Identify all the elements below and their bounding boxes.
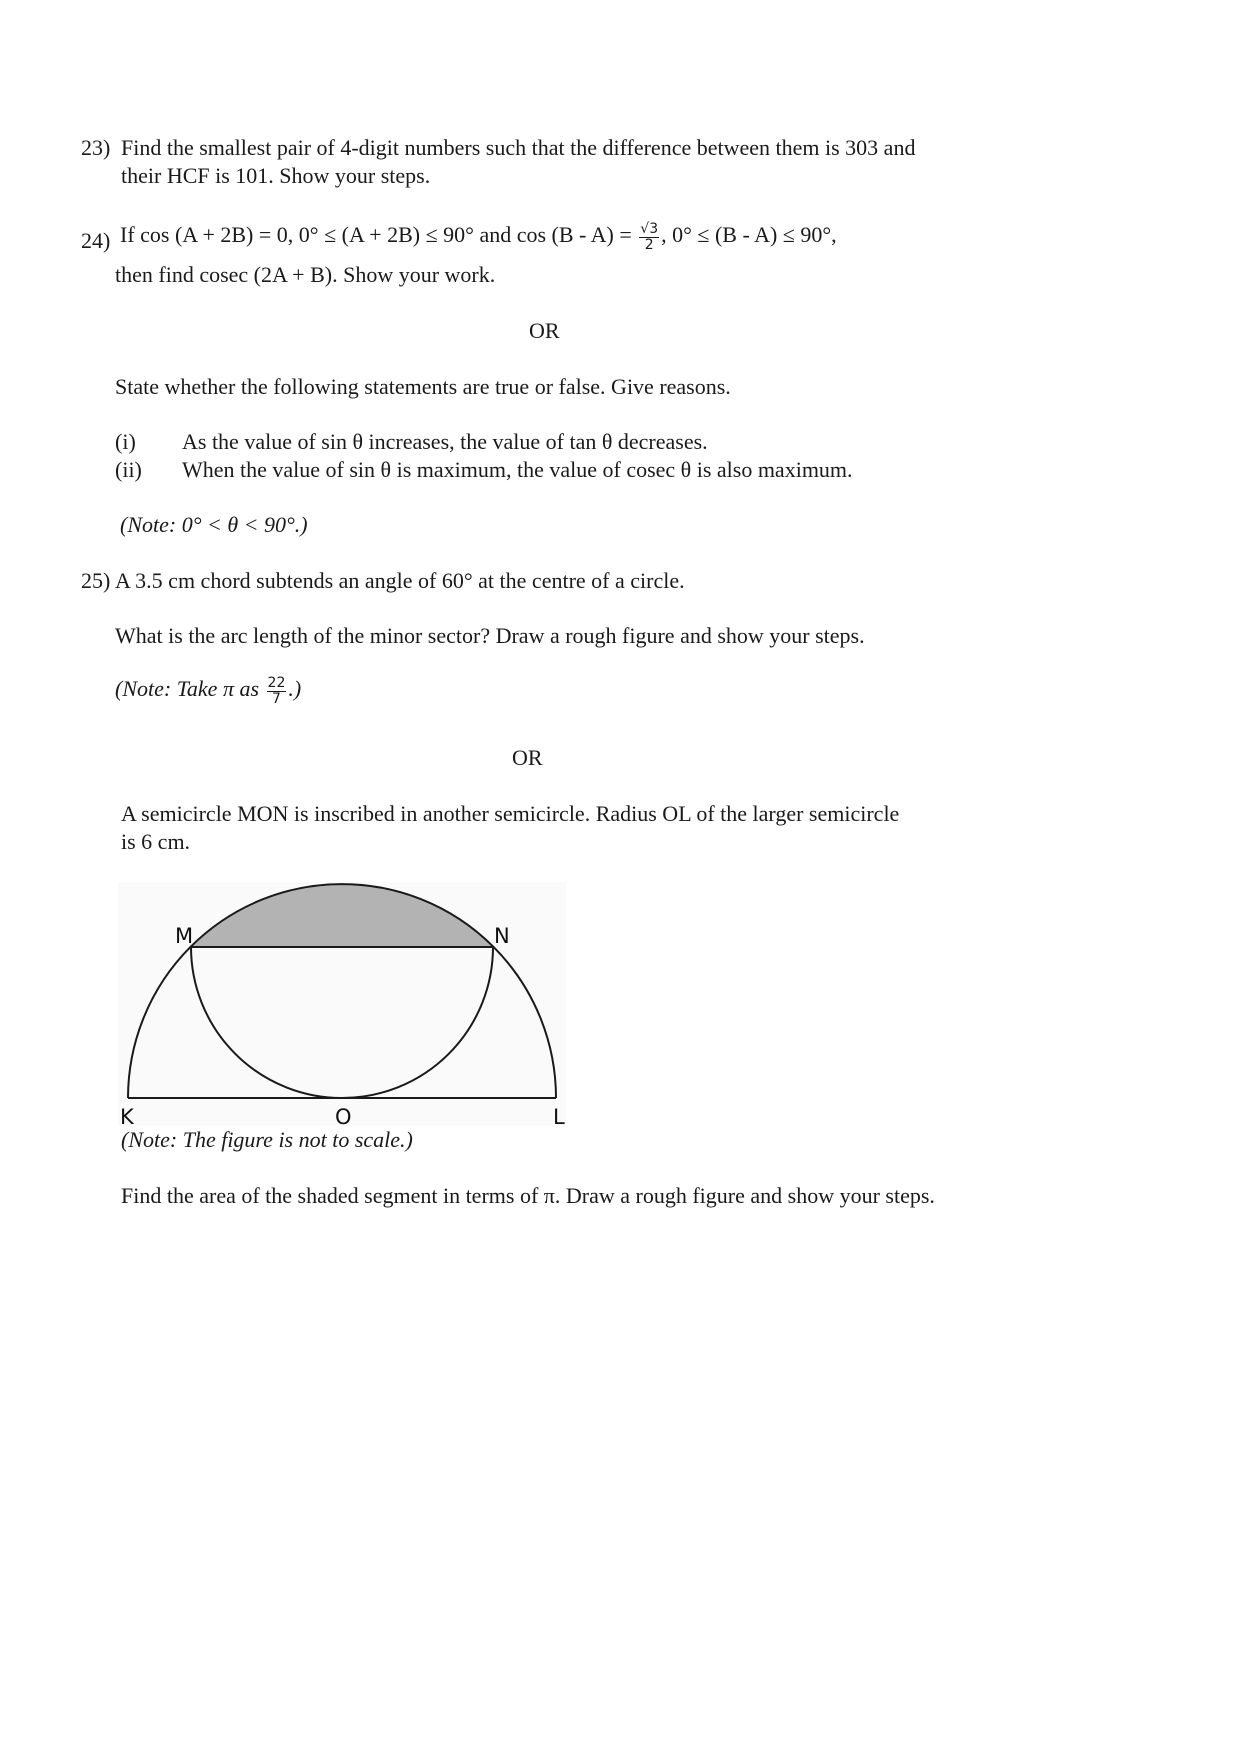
q23-line1: Find the smallest pair of 4-digit numbers such that the difference between them is 303 and (121, 135, 916, 160)
label-M: M (175, 924, 194, 948)
q24-or: OR (529, 318, 560, 343)
label-N: N (494, 924, 510, 948)
fraction-numerator: √3 (640, 221, 659, 237)
q25-note-prefix: (Note: Take π as (115, 676, 260, 702)
q25-number: 25) (81, 568, 111, 593)
q24-item-i-label: (i) (115, 429, 136, 454)
label-L: L (553, 1105, 565, 1129)
q24-item-ii-label: (ii) (115, 457, 142, 482)
fraction-denominator: 7 (271, 690, 281, 707)
q24-number: 24) (81, 228, 111, 253)
q24-alt-intro: State whether the following statements are true or false. Give reasons. (115, 374, 731, 399)
q25-alt-line1: A semicircle MON is inscribed in another semicircle. Radius OL of the larger semicircle (121, 801, 900, 826)
q24-line1-part-b: , 0° ≤ (B - A) ≤ 90°, (661, 222, 837, 248)
q24-note: (Note: 0° < θ < 90°.) (120, 512, 308, 537)
q24-line1-part-a: If cos (A + 2B) = 0, 0° ≤ (A + 2B) ≤ 90° and cos (B - A) = (120, 222, 632, 248)
q25-figure-note: (Note: The figure is not to scale.) (121, 1127, 413, 1152)
q25-alt-line2: is 6 cm. (121, 829, 191, 854)
q24-item-ii-text: When the value of sin θ is maximum, the value of cosec θ is also maximum. (182, 457, 853, 482)
q24-line2: then find cosec (2A + B). Show your work. (115, 262, 496, 287)
q23-line2: their HCF is 101. Show your steps. (121, 163, 431, 188)
q25-note-suffix: .) (288, 676, 302, 702)
q25-line1: A 3.5 cm chord subtends an angle of 60° at the centre of a circle. (115, 568, 685, 593)
fraction-denominator: 2 (644, 236, 654, 253)
q25-line2: What is the arc length of the minor sector? Draw a rough figure and show your steps. (115, 623, 865, 648)
q25-or: OR (512, 745, 543, 770)
label-K: K (120, 1105, 134, 1129)
q24-item-i-text: As the value of sin θ increases, the value of tan θ decreases. (182, 429, 708, 454)
label-O: O (335, 1105, 352, 1129)
q25-final: Find the area of the shaded segment in terms of π. Draw a rough figure and show your steps. (121, 1183, 935, 1208)
fraction-numerator: 22 (267, 675, 286, 691)
q23-number: 23) (81, 135, 111, 160)
